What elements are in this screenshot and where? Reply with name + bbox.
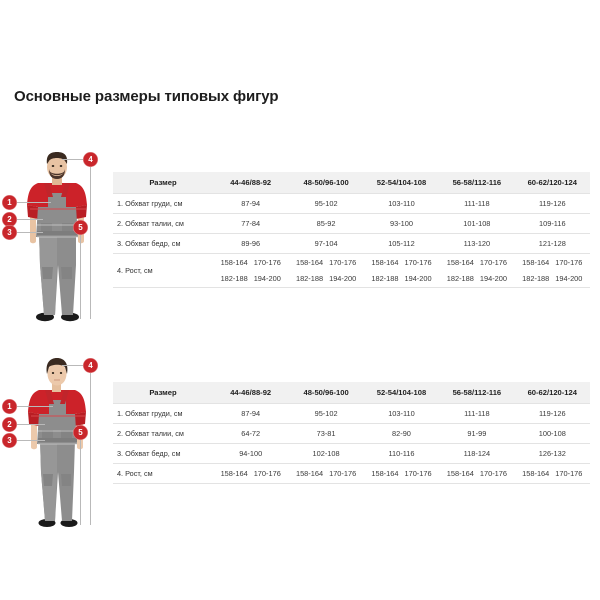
height-d: 194-200 xyxy=(555,274,583,283)
height-d: 194-200 xyxy=(404,274,432,283)
header-col-2: 48-50/96-100 xyxy=(288,382,363,404)
cell-hips-5: 126-132 xyxy=(515,444,590,464)
table-row xyxy=(113,424,590,444)
leader-line-2 xyxy=(17,424,45,425)
figure-marker-5: 5 xyxy=(73,425,88,440)
cell-hips-3: 110-116 xyxy=(364,444,439,464)
height-c: 182-188 xyxy=(446,274,474,283)
female-figure-illustration xyxy=(0,352,112,532)
cell-chest-5: 119-126 xyxy=(515,404,590,424)
leader-line-5-vertical xyxy=(80,432,81,525)
cell-hips-1: 89-96 xyxy=(213,234,288,254)
figure-marker-2: 2 xyxy=(2,212,17,227)
cell-chest-4: 111-118 xyxy=(439,404,514,424)
cell-height-1 xyxy=(213,254,288,288)
cell-height-2 xyxy=(288,254,363,288)
cell-height-5 xyxy=(515,254,590,288)
height-a: 158-164 xyxy=(446,258,474,267)
header-col-1: 44-46/88-92 xyxy=(213,172,288,194)
leader-line-4-vertical xyxy=(90,167,91,319)
cell-hips-3: 105-112 xyxy=(364,234,439,254)
height-c: 182-188 xyxy=(522,274,550,283)
height-a: 158-164 xyxy=(295,469,324,478)
figure-marker-3: 3 xyxy=(2,225,17,240)
height-a: 158-164 xyxy=(220,258,248,267)
header-col-3: 52-54/104-108 xyxy=(364,382,439,404)
height-c: 182-188 xyxy=(220,274,248,283)
figure-marker-4: 4 xyxy=(83,152,98,167)
table-header-row xyxy=(113,382,590,404)
cell-chest-3: 103-110 xyxy=(364,404,439,424)
leader-line-2 xyxy=(17,219,43,220)
row-label-waist: 2. Обхват талии, см xyxy=(113,214,213,234)
cell-hips-4: 118-124 xyxy=(439,444,514,464)
row-label-height: 4. Рост, см xyxy=(113,254,213,288)
cell-hips-2: 97-104 xyxy=(288,234,363,254)
figure-marker-1: 1 xyxy=(2,399,17,414)
cell-waist-1: 64-72 xyxy=(213,424,288,444)
table-row xyxy=(113,194,590,214)
table-row xyxy=(113,464,590,484)
table-row xyxy=(113,254,590,288)
header-size: Размер xyxy=(113,382,213,404)
figure-marker-3: 3 xyxy=(2,433,17,448)
page-title: Основные размеры типовых фигур xyxy=(14,88,279,105)
height-d: 194-200 xyxy=(479,274,507,283)
row-label-chest: 1. Обхват груди, см xyxy=(113,404,213,424)
row-label-chest: 1. Обхват груди, см xyxy=(113,194,213,214)
cell-hips-5: 121-128 xyxy=(515,234,590,254)
cell-hips-4: 113-120 xyxy=(439,234,514,254)
height-b: 170-176 xyxy=(479,469,507,478)
height-b: 170-176 xyxy=(253,469,281,478)
male-figure-illustration xyxy=(0,145,112,325)
height-b: 170-176 xyxy=(253,258,281,267)
row-label-waist: 2. Обхват талии, см xyxy=(113,424,213,444)
figure-marker-1: 1 xyxy=(2,195,17,210)
cell-chest-3: 103-110 xyxy=(364,194,439,214)
cell-height-3 xyxy=(364,254,439,288)
table-row xyxy=(113,234,590,254)
header-col-4: 56-58/112-116 xyxy=(439,172,514,194)
height-b: 170-176 xyxy=(329,469,357,478)
table-row xyxy=(113,404,590,424)
male-figure-drawing xyxy=(0,145,112,325)
female-size-table xyxy=(113,382,590,484)
height-c: 182-188 xyxy=(295,274,324,283)
cell-chest-1: 87-94 xyxy=(213,194,288,214)
height-d: 194-200 xyxy=(253,274,281,283)
cell-chest-2: 95-102 xyxy=(288,404,363,424)
cell-height-2 xyxy=(288,464,363,484)
height-d: 194-200 xyxy=(329,274,357,283)
row-label-hips: 3. Обхват бедр, см xyxy=(113,234,213,254)
height-b: 170-176 xyxy=(404,469,432,478)
figure-marker-2: 2 xyxy=(2,417,17,432)
cell-waist-2: 85-92 xyxy=(288,214,363,234)
height-b: 170-176 xyxy=(555,469,583,478)
table-header-row xyxy=(113,172,590,194)
cell-waist-1: 77-84 xyxy=(213,214,288,234)
header-col-4: 56-58/112-116 xyxy=(439,382,514,404)
cell-height-1 xyxy=(213,464,288,484)
table-row xyxy=(113,214,590,234)
cell-waist-3: 93-100 xyxy=(364,214,439,234)
height-b: 170-176 xyxy=(479,258,507,267)
table-row xyxy=(113,444,590,464)
height-b: 170-176 xyxy=(555,258,583,267)
cell-waist-3: 82-90 xyxy=(364,424,439,444)
cell-hips-1: 94-100 xyxy=(213,444,288,464)
height-a: 158-164 xyxy=(522,469,550,478)
header-col-3: 52-54/104-108 xyxy=(364,172,439,194)
cell-chest-2: 95-102 xyxy=(288,194,363,214)
figure-marker-5: 5 xyxy=(73,220,88,235)
height-a: 158-164 xyxy=(522,258,550,267)
height-b: 170-176 xyxy=(404,258,432,267)
cell-waist-4: 101-108 xyxy=(439,214,514,234)
header-size: Размер xyxy=(113,172,213,194)
cell-hips-2: 102-108 xyxy=(288,444,363,464)
header-col-1: 44-46/88-92 xyxy=(213,382,288,404)
header-col-5: 60-62/120-124 xyxy=(515,382,590,404)
height-a: 158-164 xyxy=(371,469,399,478)
leader-line-1 xyxy=(17,406,53,407)
leader-line-3 xyxy=(17,440,45,441)
cell-waist-5: 109-116 xyxy=(515,214,590,234)
cell-waist-4: 91-99 xyxy=(439,424,514,444)
height-c: 182-188 xyxy=(371,274,399,283)
header-col-5: 60-62/120-124 xyxy=(515,172,590,194)
male-size-table xyxy=(113,172,590,288)
height-a: 158-164 xyxy=(446,469,474,478)
cell-height-4 xyxy=(439,464,514,484)
cell-chest-5: 119-126 xyxy=(515,194,590,214)
cell-height-3 xyxy=(364,464,439,484)
height-a: 158-164 xyxy=(295,258,324,267)
leader-line-3 xyxy=(17,232,43,233)
figure-marker-4: 4 xyxy=(83,358,98,373)
row-label-height: 4. Рост, см xyxy=(113,464,213,484)
leader-line-1 xyxy=(17,202,51,203)
leader-line-4-vertical xyxy=(90,373,91,525)
height-b: 170-176 xyxy=(329,258,357,267)
height-a: 158-164 xyxy=(371,258,399,267)
header-col-2: 48-50/96-100 xyxy=(288,172,363,194)
cell-chest-1: 87-94 xyxy=(213,404,288,424)
cell-waist-2: 73-81 xyxy=(288,424,363,444)
height-a: 158-164 xyxy=(220,469,248,478)
cell-height-5 xyxy=(515,464,590,484)
cell-chest-4: 111-118 xyxy=(439,194,514,214)
cell-waist-5: 100-108 xyxy=(515,424,590,444)
cell-height-4 xyxy=(439,254,514,288)
leader-line-5-vertical xyxy=(80,227,81,319)
row-label-hips: 3. Обхват бедр, см xyxy=(113,444,213,464)
